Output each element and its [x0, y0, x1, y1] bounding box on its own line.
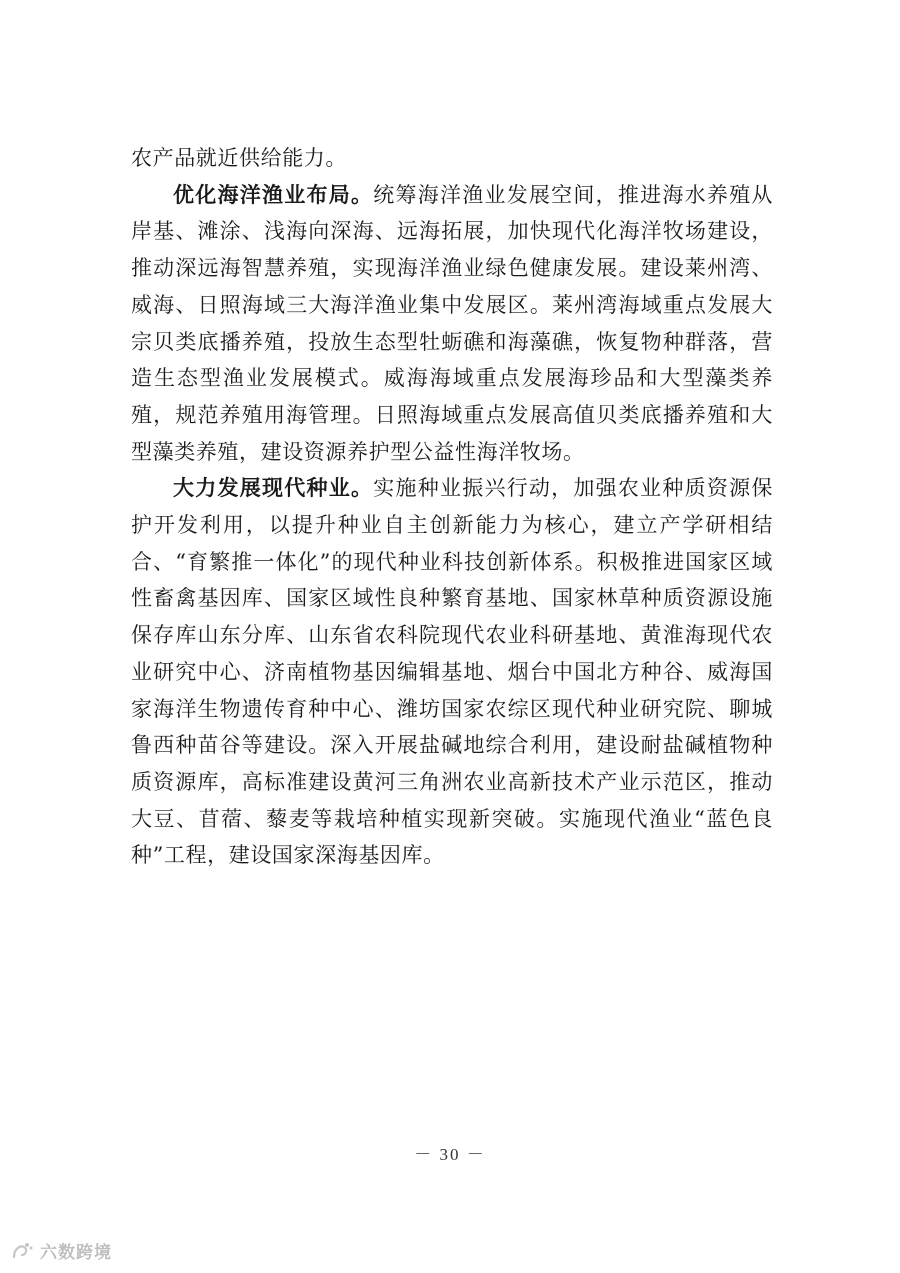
paragraph-marine-fishery [131, 177, 773, 471]
paragraph-text: 农产品就近供给能力。 [131, 146, 347, 170]
page-number: － 30 － [414, 1145, 486, 1164]
paragraph-heading: 大力发展现代种业。 [173, 476, 374, 501]
brand-logo-icon [10, 1239, 34, 1263]
paragraph-text: 实施种业振兴行动，加强农业种质资源保护开发利用，以提升种业自主创新能力为核心，建立产学研相结合、“育繁推一体化”的现代种业科技创新体系。积极推进国家区域性畜禽基因库、国家区域性良种繁育基地、国家林草种质资源设施保存库山东分库、山东省农科院现代农业科研基地、黄淮海现代农业研究中心、济南植物基因编辑基地、烟台中国北方种谷、威海国家海洋生物遗传育种中心、潍坊国家农综区现代种业研究院、聊城鲁西种苗谷等建设。深入开展盐碱地综合利用，建设耐盐碱植物种质资源库，高标准建设黄河三角洲农业高新技术产业示范区，推动大豆、苜蓿、藜麦等栽培种植实现新突破。实施现代渔业“蓝色良种”工程，建设国家深海基因库。 [131, 476, 773, 868]
page-body [131, 140, 773, 874]
watermark-text: 六数跨境 [40, 1243, 112, 1263]
paragraph-seed-industry [131, 470, 773, 874]
watermark [10, 1238, 112, 1263]
paragraph-heading: 优化海洋渔业布局。 [173, 182, 374, 207]
paragraph-text: 统筹海洋渔业发展空间，推进海水养殖从岸基、滩涂、浅海向深海、远海拓展，加快现代化海洋牧场建设，推动深远海智慧养殖，实现海洋渔业绿色健康发展。建设莱州湾、威海、日照海域三大海洋渔业集中发展区。莱州湾海域重点发展大宗贝类底播养殖，投放生态型牡蛎礁和海藻礁，恢复物种群落，营造生态型渔业发展模式。威海海域重点发展海珍品和大型藻类养殖，规范养殖用海管理。日照海域重点发展高值贝类底播养殖和大型藻类养殖，建设资源养护型公益性海洋牧场。 [131, 182, 773, 464]
paragraph-continuation [131, 140, 773, 177]
